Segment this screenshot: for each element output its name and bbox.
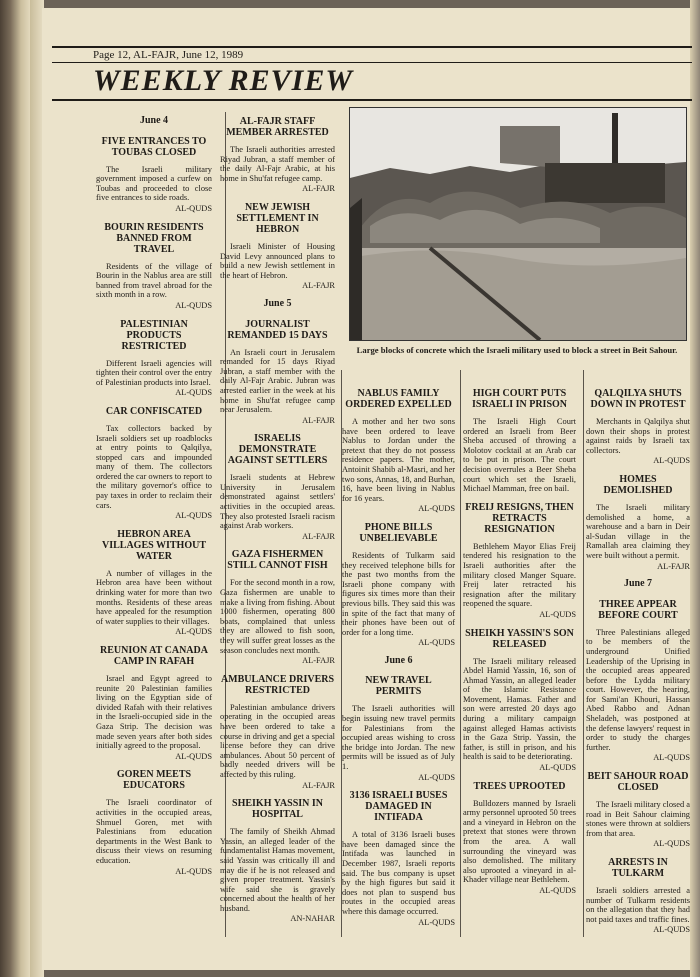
- news-brief: [220, 116, 335, 194]
- header-rule-top: [52, 46, 692, 48]
- article-body: Residents of the village of Bourin in the Nablus area are still banned from travel abroad for the sixth month in a row.: [96, 261, 212, 300]
- source-credit: AL-QUDS: [175, 203, 212, 213]
- headline: SHEIKH YASSIN IN HOSPITAL: [232, 798, 323, 821]
- headline: NEW TRAVEL PERMITS: [365, 675, 432, 698]
- article-body: For the second month in a row, Gaza fishermen are unable to make a living from fishing. About 1000 fishermen, operating 800 boats, complained that unless they are allowed to fish soon, they will suffer great losses as the season concludes next month.: [220, 578, 335, 655]
- headline: NEW JEWISH SETTLEMENT IN HEBRON: [236, 201, 319, 235]
- source-credit: AL-QUDS: [653, 456, 690, 466]
- headline: REUNION AT CANADA CAMP IN RAFAH: [100, 645, 208, 667]
- headline: 3136 ISRAELI BUSES DAMAGED IN INTIFADA: [349, 790, 448, 824]
- date-heading: June 7: [623, 578, 653, 590]
- date-heading: June 6: [384, 654, 413, 666]
- article-body: The Israeli coordinator of activities in the occupied areas, Shmuel Goren, met with Palestinians from education departments in the West Bank to discuss their views on resuming education.: [96, 798, 212, 865]
- page-line: Page 12, AL-FAJR, June 12, 1989: [93, 49, 244, 61]
- news-brief: [220, 549, 335, 665]
- headline: PHONE BILLS UNBELIEVABLE: [359, 521, 438, 544]
- article-body: Israeli Minister of Housing David Levy announced plans to build a new Jewish settlement in the heart of Hebron.: [220, 241, 335, 280]
- article-body: The Israeli military released Abdel Hamid Yassin, 16, son of Ahmad Yassin, an alleged leader of the Islamic Resistance Movement, Hamas. Father and son were arrested 20 days ago during a military campaign against alleged Hamas activists in the Gaza Strip. Yassin, the father, is still in prison, and his health is said to be deteriorating.: [463, 656, 576, 762]
- article-body: Israel and Egypt agreed to reunite 20 Palestinian families living on the Egyptian side of divided Rafah with their relatives in the Israeli-occupied side in the Gaza Strip. The decision was made seven years after both sides initially agreed to the proposal.: [96, 674, 212, 751]
- article-body: Bulldozers manned by Israeli army personnel uprooted 50 trees and a vineyard in Hebron on the pretext that stones were thrown from the area. A wall surrounding the vineyard was also demolished. The military also uprooted a vineyard in al-Khader village near Bethlehem.: [463, 798, 576, 885]
- source-credit: AL-QUDS: [418, 917, 455, 927]
- column-rule-4: [583, 370, 584, 937]
- news-brief: [220, 674, 335, 790]
- headline: NABLUS FAMILY ORDERED EXPELLED: [345, 388, 452, 410]
- article-body: Tax collectors backed by Israeli soldiers set up roadblocks at entry points to Qalqilya, stopped cars and impounded many of them. The collectors ordered the car owners to report to the military governor's office to pay taxes in order to reclaim their cars.: [96, 423, 212, 510]
- section-title: WEEKLY REVIEW: [93, 64, 354, 97]
- column-4: [463, 380, 576, 900]
- article-body: The Israeli military closed a road in Beit Sahour claiming stones were thrown at soldiers from that area.: [586, 800, 690, 838]
- article-body: The Israeli High Court ordered an Israeli from Beer Sheba accused of throwing a Molotov cocktail at an Arab car to be put in prison. The court decision overrules a Beer Sheba court which set the Israeli, Michael Mamman, free on bail.: [463, 417, 576, 494]
- news-brief: [220, 798, 335, 924]
- article-body: A mother and her two sons have been ordered to leave Nablus to Jordan under the pretext that they do not possess residence papers. The mother, Antoinit Shabib al-Masri, and her two sons, Annas, 18, and Burhan, 16, have been living in Nablus for 16 years.: [342, 417, 455, 503]
- headline: FIVE ENTRANCES TO TOUBAS CLOSED: [101, 135, 207, 158]
- source-credit: AL-FAJR: [302, 415, 335, 425]
- source-credit: AL-QUDS: [175, 627, 212, 637]
- header-rule-bottom: [52, 99, 692, 101]
- source-credit: AL-FAJR: [302, 184, 335, 194]
- article-body: The Israeli military government imposed a curfew on Toubas and proceeded to close five entrances to side roads.: [96, 164, 212, 203]
- headline: HOMES DEMOLISHED: [603, 473, 673, 496]
- article-body: The family of Sheikh Ahmad Yassin, an alleged leader of the fundamentalist Hamas movement, said Yassin was critically ill and may die if he is not released and given proper treatment. Yassin's wife said she is gravely concerned about the health of her husband.: [220, 827, 335, 913]
- news-brief: [220, 202, 335, 291]
- headline: CAR CONFISCATED: [105, 405, 203, 417]
- headline: SHEIKH YASSIN'S SON RELEASED: [465, 627, 574, 650]
- source-credit: AL-FAJR: [302, 656, 335, 666]
- news-brief: [463, 628, 576, 773]
- news-brief: [586, 474, 690, 571]
- headline: QALQILYA SHUTS DOWN IN PROTEST: [590, 388, 686, 410]
- column-2: [220, 108, 335, 928]
- source-credit: AL-QUDS: [175, 300, 212, 310]
- headline: BOURIN RESIDENTS BANNED FROM TRAVEL: [104, 221, 204, 255]
- news-brief: [220, 433, 335, 541]
- headline: PALESTINIAN PRODUCTS RESTRICTED: [120, 318, 188, 352]
- header-rule-mid: [52, 62, 692, 63]
- source-credit: AL-QUDS: [175, 388, 212, 398]
- article-body: A total of 3136 Israeli buses have been damaged since the Intifada was launched in December 1987, Israeli reports said. The bus company is upset by the high figures but said it does not plan to suspend bus routes in the occupied areas where this damage occurred.: [342, 830, 455, 916]
- source-credit: AL-QUDS: [539, 885, 576, 895]
- column-1: [96, 108, 212, 880]
- column-3: [342, 380, 455, 931]
- photo-image: [350, 108, 686, 340]
- news-brief: [342, 790, 455, 927]
- source-credit: AL-QUDS: [539, 763, 576, 773]
- article-body: Israeli soldiers arrested a number of Tulkarm residents on the allegation that they had not paid taxes and traffic fines.: [586, 886, 690, 924]
- article-body: An Israeli court in Jerusalem remanded for 15 days Riyad Jubran, a staff member with the daily Al-Fajr Arabic. Jubran was arrested earlier in the week at his home in Shu'fat refugee camp near Jerusalem.: [220, 347, 335, 415]
- news-brief: [463, 781, 576, 896]
- source-credit: AN-NAHAR: [290, 914, 335, 924]
- news-brief: [342, 675, 455, 782]
- headline: AL-FAJR STAFF MEMBER ARRESTED: [226, 116, 329, 138]
- article-body: Different Israeli agencies will tighten their control over the entry of Palestinian products into Israel.: [96, 358, 212, 387]
- news-brief: [96, 529, 212, 637]
- date-heading: June 4: [139, 115, 169, 126]
- source-credit: AL-QUDS: [653, 753, 690, 763]
- article-body: Palestinian ambulance drivers operating in the occupied areas have been ordered to take a course in driving and get a special license before they can drive ambulances. About 50 percent of badly needed drivers will be affected by this ruling.: [220, 702, 335, 779]
- article-body: Merchants in Qalqilya shut down their shops in protest against raids by Israeli tax collectors.: [586, 417, 690, 455]
- news-brief: [586, 599, 690, 763]
- news-brief: [342, 388, 455, 514]
- book-binding: [0, 0, 30, 977]
- headline: HEBRON AREA VILLAGES WITHOUT WATER: [101, 528, 206, 562]
- news-brief: [463, 388, 576, 494]
- headline: ARRESTS IN TULKARM: [608, 857, 668, 879]
- news-brief: [96, 769, 212, 876]
- news-brief: [220, 319, 335, 426]
- news-brief: [342, 522, 455, 648]
- beit-sahour-photo: [349, 107, 687, 341]
- news-brief: [96, 406, 212, 521]
- news-brief: [96, 319, 212, 398]
- news-brief: [96, 645, 212, 761]
- article-body: Bethlehem Mayor Elias Freij tendered his resignation to the Israeli authorities after the military closed Manger Square. Freij later retracted his resignation after the military reopened the square.: [463, 541, 576, 609]
- headline: ISRAELIS DEMONSTRATE AGAINST SETTLERS: [227, 433, 328, 467]
- headline: HIGH COURT PUTS ISRAELI IN PRISON: [471, 388, 568, 410]
- news-brief: [96, 136, 212, 214]
- news-brief: [96, 222, 212, 311]
- headline: JOURNALIST REMANDED 15 DAYS: [227, 318, 328, 341]
- news-brief: [586, 388, 690, 466]
- source-credit: AL-QUDS: [175, 511, 212, 521]
- article-body: Three Palestinians alleged to be members of the underground Unified Leadership of the Uprising in the occupied areas appeared before the Lydda military court. However, the hearing, for Sami'an Khouri, Hassan Abed Rabbo and Adnan Sheladeh, was postponed at the defense lawyers' request in order to study the charges further.: [586, 627, 690, 752]
- source-credit: AL-FAJR: [657, 561, 690, 571]
- source-credit: AL-QUDS: [418, 638, 455, 648]
- news-brief: [586, 857, 690, 935]
- headline: THREE APPEAR BEFORE COURT: [598, 598, 678, 621]
- source-credit: AL-QUDS: [653, 839, 690, 849]
- source-credit: AL-QUDS: [418, 772, 455, 782]
- news-brief: [463, 502, 576, 620]
- article-body: The Israeli military demolished a home, a warehouse and a barn in Deir al-Sudan village in the Ramallah area claiming they were built without a permit.: [586, 502, 690, 560]
- article-body: Residents of Tulkarm said they received telephone bills for the past two months from the Israeli phone company with figures six times more than their previous bills. They said this was in spite of the fact that many of their phones have been out of order for a long time.: [342, 550, 455, 637]
- source-credit: AL-FAJR: [302, 780, 335, 790]
- article-body: Israeli students at Hebrew University in Jerusalem demonstrated against settlers' activities in the occupied areas. They also protested Israeli racism against Arab workers.: [220, 473, 335, 531]
- news-brief: [586, 771, 690, 849]
- headline: FREIJ RESIGNS, THEN RETRACTS RESIGNATION: [465, 501, 574, 535]
- source-credit: AL-FAJR: [302, 281, 335, 291]
- headline: BEIT SAHOUR ROAD CLOSED: [587, 771, 689, 794]
- date-heading: June 5: [263, 297, 292, 309]
- source-credit: AL-QUDS: [418, 504, 455, 514]
- source-credit: AL-FAJR: [302, 531, 335, 541]
- headline: AMBULANCE DRIVERS RESTRICTED: [220, 673, 335, 696]
- column-rule-3: [460, 370, 461, 937]
- headline: GOREN MEETS EDUCATORS: [116, 769, 192, 792]
- headline: TREES UPROOTED: [473, 780, 566, 792]
- source-credit: AL-QUDS: [653, 925, 690, 935]
- column-5: [586, 380, 690, 939]
- page-edge: [690, 0, 700, 977]
- headline: GAZA FISHERMEN STILL CANNOT FISH: [227, 549, 328, 572]
- article-body: A number of villages in the Hebron area have been without drinking water for more than two months. Residents of these areas have appealed for the resumption of water supplies to their villages.: [96, 568, 212, 626]
- source-credit: AL-QUDS: [175, 866, 212, 876]
- article-body: The Israeli authorities arrested Riyad Jubran, a staff member of the daily Al-Fajr Arabic, at his home in Shu'fat refugee camp.: [220, 145, 335, 183]
- source-credit: AL-QUDS: [175, 751, 212, 761]
- source-credit: AL-QUDS: [539, 609, 576, 619]
- photo-caption: Large blocks of concrete which the Israeli military used to block a street in Beit Sahour.: [356, 345, 678, 355]
- article-body: The Israeli authorities will begin issuing new travel permits for Palestinians from the occupied areas wishing to cross the bridge into Jordan. The new permits will be issued as of July 1.: [342, 704, 455, 772]
